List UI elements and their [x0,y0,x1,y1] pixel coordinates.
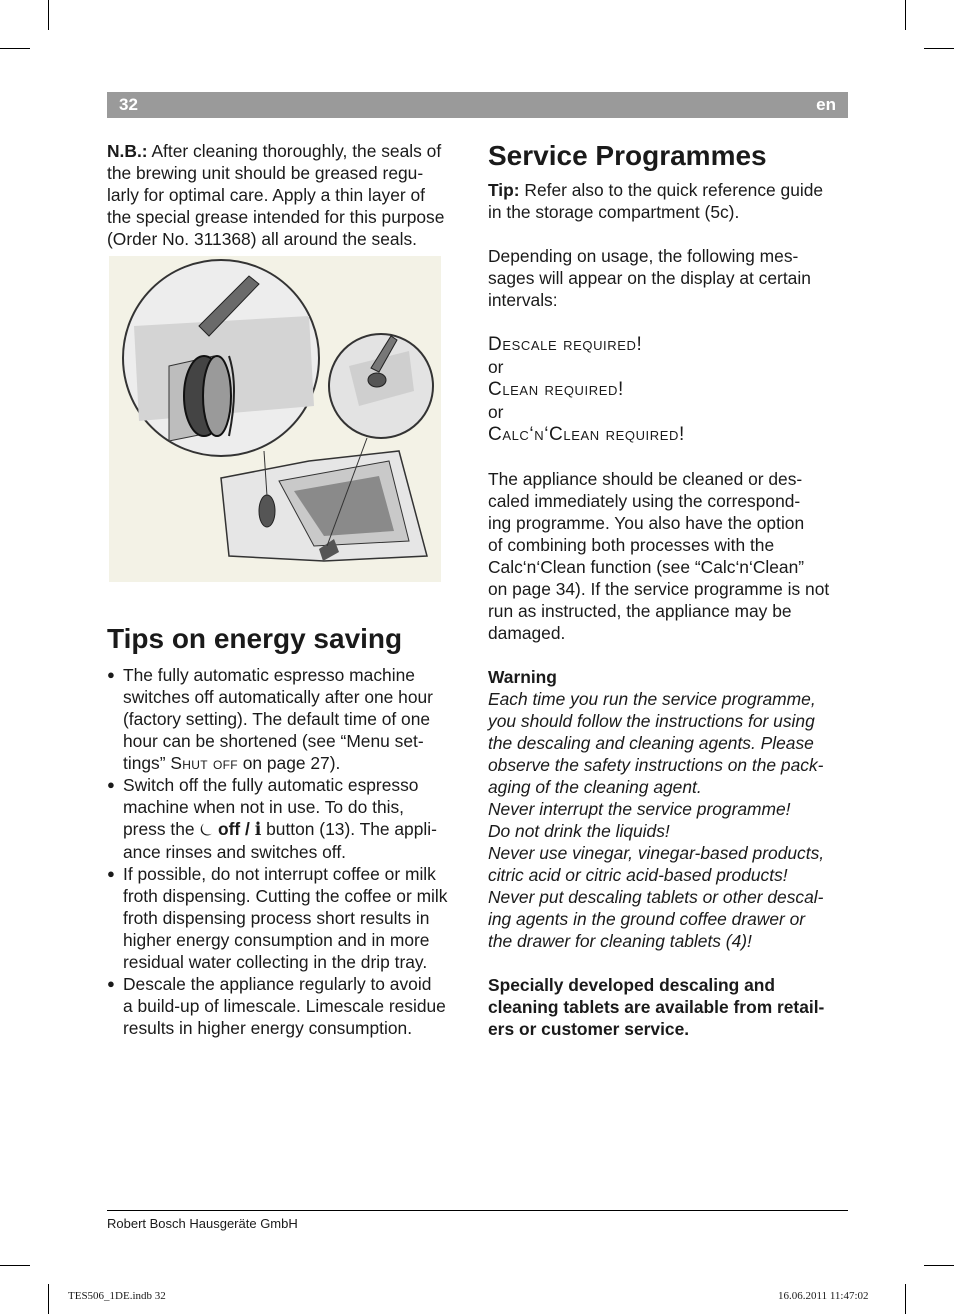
power-icon: ⏾ [199,819,214,839]
list-item: ● Descale the appliance regularly to avoid a build-up of limescale. Limescale residue results in higher energy consumption. [107,973,469,1039]
page-number: 32 [119,95,138,114]
special-tablets-note: Specially developed descaling and cleaning tablets are available from retail- ers or customer service. [488,975,825,1039]
energy-tips-list [107,664,469,1039]
crop-mark [924,1265,954,1266]
energy-saving-title: Tips on energy saving [107,623,403,654]
brewing-unit-illustration [109,256,441,582]
list-item: ● Switch off the fully automatic espresso machine when not in use. To do this, press the ⏾ off / i button (13). The appli- ance rinses and switches off. [107,774,469,863]
crop-mark [924,48,954,49]
tip-label: Tip: [488,180,520,200]
list-item: ● The fully automatic espresso machine switches off automatically after one hour (factory setting). The default time of one hour can be shortened (see “Menu set- tings” Shut off on page 27). [107,664,469,774]
print-slug-date: 16.06.2011 11:47:02 [778,1290,869,1302]
tip-paragraph: Tip: Refer also to the quick reference guide in the storage compartment (5c). [488,180,824,222]
shut-off-menu-name: Shut off [170,753,238,773]
clean-message: Clean required! [488,379,624,400]
crop-mark [48,0,49,30]
footer-company: Robert Bosch Hausgeräte GmbH [107,1216,298,1231]
warning-title: Warning [488,667,557,687]
crop-mark [0,1265,30,1266]
info-icon: i [254,820,262,840]
right-column [488,140,850,1040]
descale-message: Descale required! [488,334,643,355]
left-column [107,140,469,1039]
display-messages: Descale required! or Clean required! or Calc‘n‘Clean required! [488,334,685,445]
brewing-unit-grease-figure [109,256,441,582]
warning-text: Each time you run the service programme, you should follow the instructions for using the descaling and cleaning agents. Please observe the safety instructions on the pack- aging of the cleaning agent. Never interrupt the service programme! Do not drink the liquids! Never use vinegar, vinegar-based products, citric acid or citric acid-based products! Never put descaling tablets or other descal- ing agents in the ground coffee drawer or the drawer for cleaning tablets (4)! [488,689,825,951]
language-code: en [816,95,836,114]
crop-mark [905,0,906,30]
service-programmes-title: Service Programmes [488,140,767,171]
list-item: ● If possible, do not interrupt coffee or milk froth dispensing. Cutting the coffee or milk froth dispensing process short results in higher energy consumption and in more residual water collecting in the drip tray. [107,863,469,973]
nb-label: N.B.: [107,141,148,161]
calc-n-clean-message: Calc‘n‘Clean required! [488,424,685,445]
usage-paragraph: Depending on usage, the following mes- sages will appear on the display at certain intervals: [488,246,811,310]
crop-mark [0,48,30,49]
clean-paragraph: The appliance should be cleaned or des- caled immediately using the correspond- ing programme. You also have the option of combining both processes with the Calc‘n‘Clean function (see “Calc‘n‘Clean” on page 34). If the service programme is not run as instructed, the appliance may be damaged. [488,469,830,643]
crop-mark [905,1284,906,1314]
crop-mark [48,1284,49,1314]
page-header-bar [107,92,848,118]
footer-divider [107,1210,848,1211]
print-slug-file: TES506_1DE.indb 32 [68,1290,166,1302]
nb-paragraph: N.B.: After cleaning thoroughly, the seals of the brewing unit should be greased regu- larly for optimal care. Apply a thin layer of the special grease intended for this purpose (Order No. 311368) all around the seals. [107,141,445,249]
